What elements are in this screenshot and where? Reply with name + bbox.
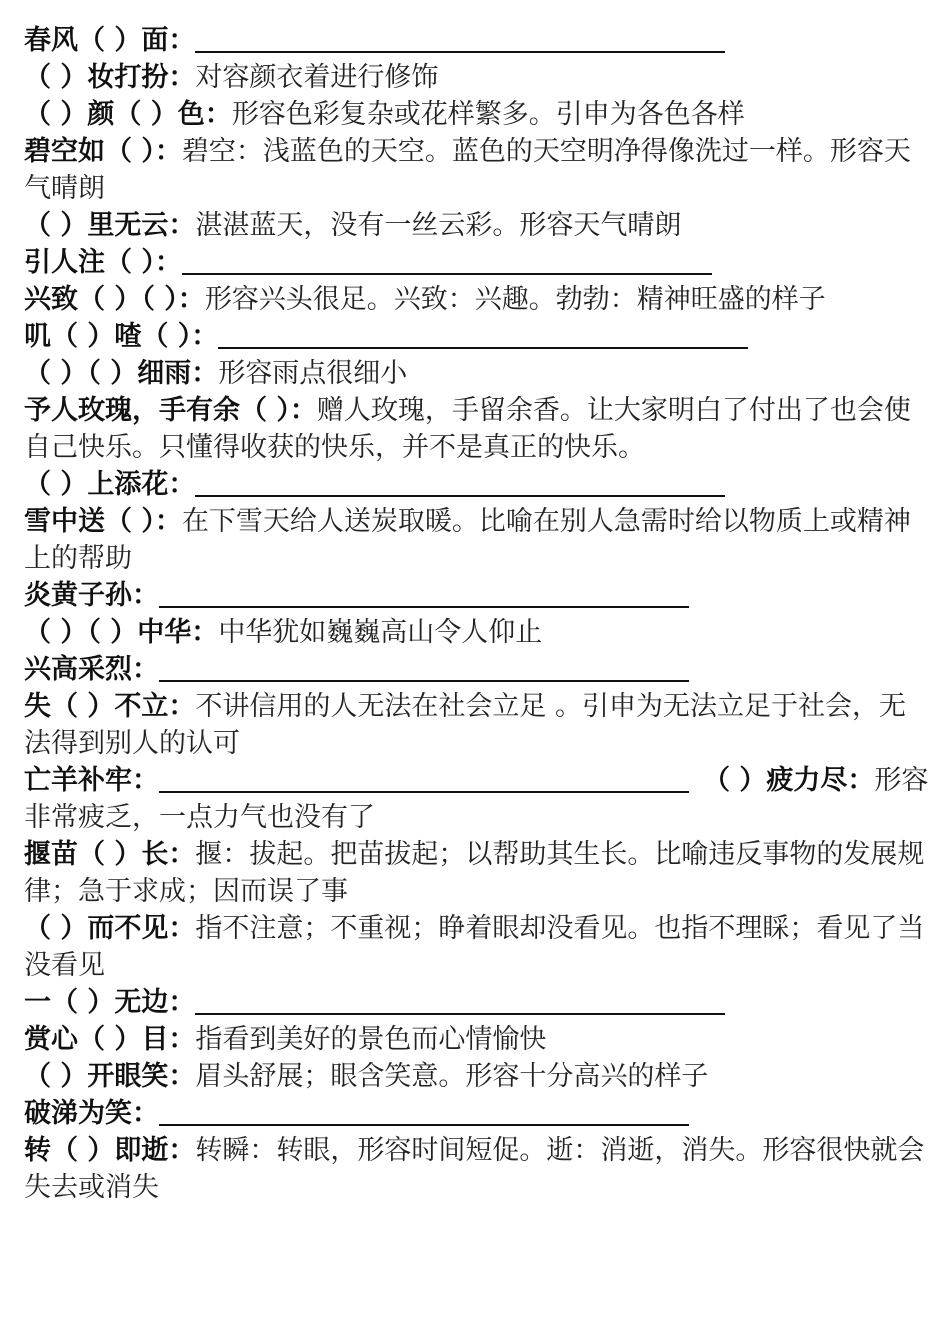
idiom-definition: 指看到美好的景色而心情愉快 [195, 1024, 547, 1055]
entry-25 [0, 1132, 950, 1206]
idiom-definition: 指不注意；不重视；睁着眼却没看见。也指不理睬；看见了当没看见 [24, 913, 925, 981]
idiom-term: （ ）里无云： [24, 210, 196, 241]
idiom-definition: 形容雨点很细小 [218, 358, 408, 389]
idiom-definition: 赠人玫瑰，手留余香。让大家明白了付出了也会使自己快乐。只懂得收获的快乐，并不是真正的快乐。 [24, 395, 911, 463]
idiom-term: （ ）妆打扮： [24, 62, 196, 93]
idiom-definition: 对容颜衣着进行修饰 [195, 62, 439, 93]
answer-blank[interactable] [159, 765, 689, 793]
entry-6 [0, 244, 950, 281]
idiom-term: （ ）（ ）中华： [24, 617, 219, 648]
entry-19 [0, 836, 950, 910]
idiom-definition: 在下雪天给人送炭取暖。比喻在别人急需时给以物质上或精神上的帮助 [24, 506, 911, 574]
entry-8 [0, 318, 950, 355]
entry-3 [0, 96, 950, 133]
entry-14 [0, 614, 950, 651]
entry-9 [0, 355, 950, 392]
idiom-term: （ ）颜（ ）色： [24, 99, 232, 130]
idiom-term: 炎黄子孙： [24, 580, 159, 611]
entry-22 [0, 1021, 950, 1058]
idiom-definition: 揠：拔起。把苗拔起；以帮助其生长。比喻违反事物的发展规律；急于求成；因而误了事 [24, 839, 925, 907]
entry-4 [0, 133, 950, 207]
idiom-term: 春风（ ）面： [24, 25, 196, 56]
idiom-term: 赏心（ ）目： [24, 1024, 196, 1055]
answer-blank[interactable] [159, 654, 689, 682]
idiom-term: 转（ ）即逝： [24, 1135, 196, 1166]
entry-11 [0, 466, 950, 503]
entry-15 [0, 651, 950, 688]
entry-5 [0, 207, 950, 244]
idiom-term: 叽（ ）喳（ ）： [24, 321, 219, 352]
idiom-definition: 湛湛蓝天，没有一丝云彩。形容天气晴朗 [195, 210, 682, 241]
idiom-term: 兴致（ ）（ ）： [24, 284, 205, 315]
idiom-term: 破涕为笑： [24, 1098, 159, 1129]
idiom-term: 一（ ）无边： [24, 987, 196, 1018]
entry-7 [0, 281, 950, 318]
answer-blank[interactable] [195, 469, 725, 497]
entry-23 [0, 1058, 950, 1095]
idiom-term: （ ）疲力尽： [703, 765, 875, 796]
entry-12 [0, 503, 950, 577]
idiom-term: （ ）（ ）细雨： [24, 358, 219, 389]
entry-16 [0, 688, 950, 762]
entry-24 [0, 1095, 950, 1132]
idiom-definition: 不讲信用的人无法在社会立足 。引申为无法立足于社会，无法得到别人的认可 [24, 691, 906, 759]
entry-21 [0, 984, 950, 1021]
idiom-term: 失（ ）不立： [24, 691, 196, 722]
entry-2 [0, 59, 950, 96]
idiom-term: 予人玫瑰，手有余（ ）： [24, 395, 317, 426]
idiom-definition: 转瞬：转眼，形容时间短促。逝：消逝，消失。形容很快就会失去或消失 [24, 1135, 925, 1203]
answer-blank[interactable] [218, 321, 748, 349]
entry-17 [0, 762, 950, 836]
idiom-term: 雪中送（ ）： [24, 506, 182, 537]
idiom-definition: 形容色彩复杂或花样繁多。引申为各色各样 [231, 99, 745, 130]
idiom-definition: 眉头舒展；眼含笑意。形容十分高兴的样子 [195, 1061, 709, 1092]
idiom-definition: 形容非常疲乏，一点力气也没有了 [24, 765, 929, 833]
answer-blank[interactable] [195, 25, 725, 53]
idiom-term: 引人注（ ）： [24, 247, 182, 278]
idiom-term: 亡羊补牢： [24, 765, 159, 796]
answer-blank[interactable] [195, 987, 725, 1015]
idiom-definition: 形容兴头很足。兴致：兴趣。勃勃：精神旺盛的样子 [204, 284, 826, 315]
idiom-definition: 碧空：浅蓝色的天空。蓝色的天空明净得像洗过一样。形容天气晴朗 [24, 136, 911, 204]
entry-10 [0, 392, 950, 466]
idiom-term: 碧空如（ ）： [24, 136, 182, 167]
answer-blank[interactable] [159, 580, 689, 608]
idiom-term: 兴高采烈： [24, 654, 159, 685]
idiom-term: （ ）开眼笑： [24, 1061, 196, 1092]
idiom-term: 揠苗（ ）长： [24, 839, 196, 870]
idiom-term: （ ）上添花： [24, 469, 196, 500]
entry-20 [0, 910, 950, 984]
answer-blank[interactable] [182, 247, 712, 275]
entry-1 [0, 22, 950, 59]
idiom-definition: 中华犹如巍巍高山令人仰止 [218, 617, 543, 648]
entry-13 [0, 577, 950, 614]
answer-blank[interactable] [159, 1098, 689, 1126]
idiom-term: （ ）而不见： [24, 913, 196, 944]
